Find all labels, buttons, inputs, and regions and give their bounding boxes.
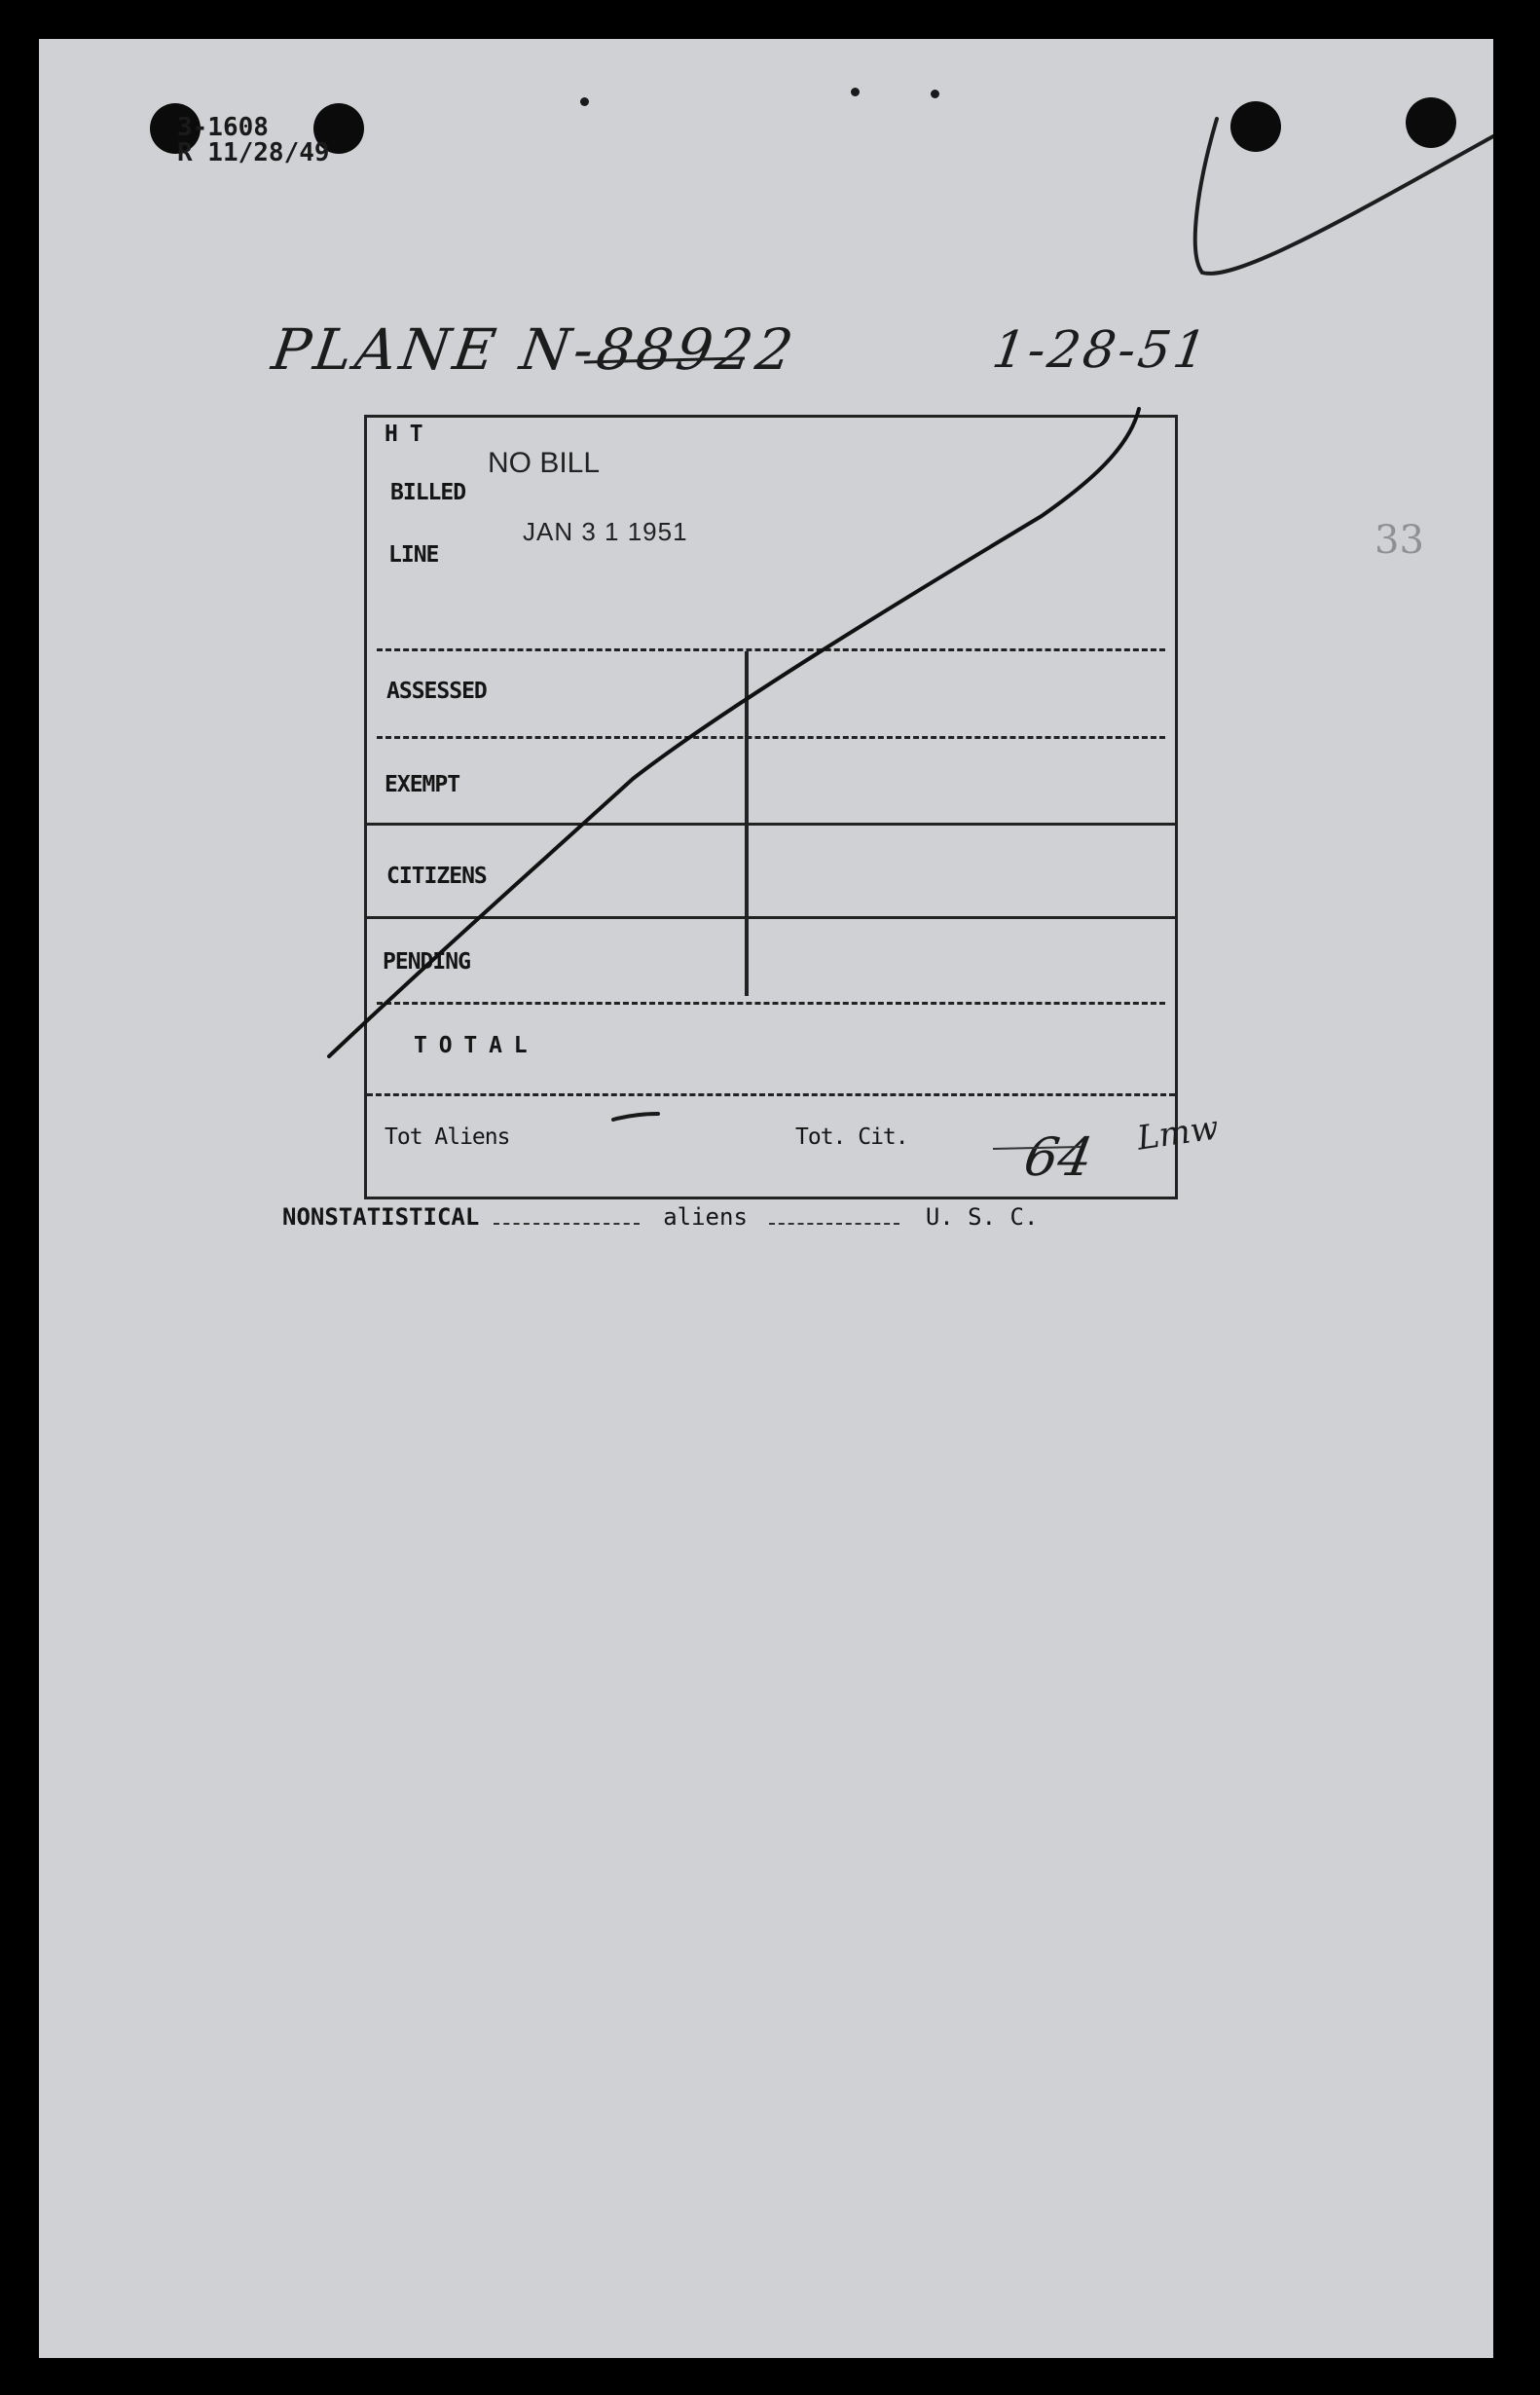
handwritten-initials: Lmw [1134, 1108, 1222, 1159]
usc-label: U. S. C. [925, 1203, 1039, 1231]
form-number: 3-1608 [177, 113, 269, 142]
tot-cit-label: Tot. Cit. [795, 1124, 908, 1150]
total-label: T O T A L [414, 1033, 527, 1058]
citizens-label: CITIZENS [386, 864, 487, 889]
date-stamp: JAN 3 1 1951 [523, 517, 688, 546]
dash-mark [613, 1114, 658, 1120]
aliens-label: aliens [663, 1203, 748, 1231]
pen-strokes [39, 39, 1493, 2358]
title-underline [584, 358, 745, 362]
count-underline [993, 1147, 1081, 1149]
no-bill-stamp: NO BILL [488, 447, 601, 479]
nonstatistical-label: NONSTATISTICAL [282, 1203, 480, 1231]
handwritten-count: 64 [1019, 1126, 1098, 1188]
handwritten-title: PLANE N-88922 [268, 316, 801, 383]
form-revision: R 11/28/49 [177, 138, 330, 167]
document-page [39, 39, 1493, 2358]
check-mark [1195, 119, 1493, 274]
strike-through-line [329, 409, 1139, 1056]
billed-label: BILLED [390, 480, 466, 505]
exempt-label: EXEMPT [385, 772, 460, 797]
handwritten-date: 1-28-51 [988, 321, 1213, 380]
ht-label: H T [385, 422, 422, 447]
line-label: LINE [388, 542, 439, 568]
tot-aliens-label: Tot Aliens [385, 1124, 510, 1150]
pending-label: PENDING [383, 949, 470, 975]
page-number: 33 [1375, 518, 1424, 563]
assessed-label: ASSESSED [386, 679, 487, 704]
